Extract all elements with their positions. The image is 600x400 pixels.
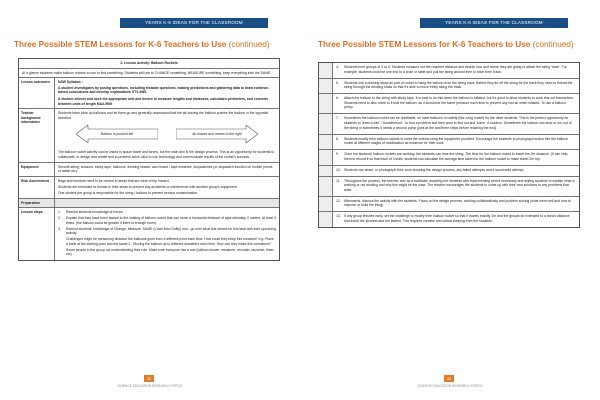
list-item: Some people in the group not understanding their role. Make sure everyone has a role (balloon blower, measurer, recorder, launcher, timer, etc). — [66, 247, 275, 257]
page-footer: SCIENCE EDUCATION RESEARCH TOPICS — [117, 384, 183, 388]
equipment-label: Equipment — [19, 163, 55, 176]
page-title — [14, 40, 270, 49]
prep-cell — [55, 199, 279, 208]
lesson-heading: 2. Lesson Activity: Balloon Rockets — [120, 61, 178, 65]
table-row: 7. Sometimes the balloon rocket can be unreliable, so have balloons on safety (like a big rocket) for the other students. This is the perfect opportunity for students to 'learn to fail' - 'troubleshoot' - to find a problem and then work to find out and 'solve'. A solution. Sometimes the balloon can slow or run out of the string or sometimes it needs a second pump (joint at the and three strips before reaching the end). — [319, 114, 579, 134]
risk-text-2: Students are reminded to remain in their areas to prevent any accidents or interference with another group's equipment. — [58, 184, 238, 189]
title-main: Three Possible STEM Lessons for K-6 Teachers to Use — [14, 40, 227, 49]
table-row: 9. Once the students' balloon rockets are working, the students can time the string. The time for the balloon rocket to travel the 2m distance. (It can help them to record it so that each of 3 trials, students can calculate the average time taken for the balloon rocket to make travel 2m trip. — [319, 150, 579, 166]
page-number: 32 — [144, 375, 154, 382]
table-row: 10. Students can share, or photograph their work showing the design process, any failed attempts and a successful attempt. — [319, 166, 579, 177]
table-row: 12. Afterwards, discuss the activity with the students. Focus on the design process, working collaboratively and problem solving (what went well and how to improve or build the thing). — [319, 197, 579, 213]
outcomes-cell — [55, 78, 279, 108]
equipment-text: Smooth string, scissors, sticky tape, balloons, drinking straws, card board / tape measure, stopwatches (or stopwatch function on mobile phone or tablet etc). — [58, 164, 273, 174]
section-header: YEARS K-6 IDEAS FOR THE CLASSROOM — [420, 18, 568, 28]
page-number: 33 — [444, 375, 454, 382]
arrow-right-label: Air leaves and moves to the right — [192, 132, 242, 137]
table-row: 11. Throughout the process, the teacher acts as a facilitator, assisting the students with implementing where necessary and asking students to explain what is working or not working and why this might be the case. The teacher encourages the students to come up with their own solutions to any problems that arise. — [319, 177, 579, 197]
risk-label: Risk Assessment — [19, 177, 55, 198]
title-main: Three Possible STEM Lessons for K-6 Teachers to Use — [318, 40, 531, 49]
list-item: 3. Remind students' knowledge of Change, Measure, SAME (Cows Moo Softly) and - go over what this means for this task with their upcoming activity. — [58, 226, 276, 236]
outcome-2: A student selects and uses the appropriate unit and device to measure lengths and distances, calculates perimeters, and converts between units of length MA3-9MG — [58, 96, 268, 106]
steps-table-continued — [318, 62, 580, 228]
table-row: 8. Students modify their balloon rockets to meet the criteria using the equipment provided. Encourage the students to photograph and/or film the balloon rocket at different stages of modification as evidence for their work. — [319, 135, 579, 151]
page-footer: SCIENCE EDUCATION RESEARCH TOPICS — [417, 384, 483, 388]
prep-label: Preparation — [19, 199, 55, 208]
page-title — [318, 40, 574, 49]
force-diagram — [58, 123, 276, 147]
lesson-table — [18, 58, 280, 261]
outcome-1: A student investigates by posing questions, including testable questions, making predictions and gathering data to draw evidence-based conclusions and develop explanations ST3-4WS — [58, 85, 270, 95]
steps-cell — [55, 208, 279, 260]
outcomes-label: Lesson outcomes — [19, 78, 55, 108]
background-text-2: The balloon rocket activity can be linked to space travel and forces, but the main aim is the design process. This is an opportunity for students to collaborate, to design and create and to problem solve, also to use technology and communicate results of the rocket's success. — [58, 150, 275, 159]
section-header: YEARS K-6 IDEAS FOR THE CLASSROOM — [120, 18, 268, 28]
risk-text-1: Bags and furniture need to be moved to areas that are clear of trip hazard. — [58, 178, 170, 183]
table-row: 4. Students form groups of 3 or 4. Students measure out the required distance and decide how and where they are going to attach the string 'track'. For example, students could tie one end to a chair or table and pull the string around then to have their 'track'. — [319, 63, 579, 79]
arrow-left — [76, 125, 158, 143]
risk-text-3: One student per group is responsible for the string / balloon to prevent serious contamination. — [58, 190, 199, 195]
list-item: 2. Explain that they have been tasked to the making of balloon rocket that can move a horizontal distance of approximately 2 meters. At least 3 times. (the balloon could be greater if there is enough room). — [58, 216, 276, 225]
list-item: 1. Remind students knowledge of forces. — [58, 210, 124, 215]
nsw-syllabus-label: NSW Syllabus : — [58, 80, 83, 85]
steps-label: Lesson steps — [19, 208, 55, 260]
background-cell — [55, 109, 279, 161]
background-label: Teacher background information — [19, 109, 55, 161]
table-row: 5. Students use a drinking straw as part of rocket to hang the balloon from the string track. Before they tie off the string for the track they need to thread the string through the drinking straw so that it's able to move freely along the track. — [319, 79, 579, 95]
table-row: 13. If any group finishes early, set the challenge to modify their balloon rocket so that it travels exactly 2m and the groups do extended to a bonus distance that travel the shortest and the fastest. This requires creative and critical thinking from the students. — [319, 212, 579, 227]
arrow-right — [176, 125, 258, 143]
lesson-intro: At a glance students make balloon rockets to use to find something. Students will use to CHANGE something, MEASURE something, keep everything else the SAME. — [22, 70, 272, 75]
list-item: Challenges might be measuring distance the balloons goes from a different point each time. How could they keep this constant? e.g. Place a bank at the starting point and the same 2 - Moving the balloon up to different diameters each time. How can they make this consistent? — [66, 237, 274, 246]
table-row: 6. Attach the balloon to the string with sticky tape. It is best to do this when the balloon is inflated, but it's good to allow students to work this out themselves. Students need to also come to it that the balloon, as it should be the same pressure each time to prevent any lost air when inflated. To use a balloon pump. — [319, 94, 579, 114]
risk-cell — [55, 177, 279, 198]
steps-list — [58, 210, 276, 257]
title-continued: (continued) — [532, 40, 574, 49]
background-text: Students learn blow up balloons and let them go and generally understand that the air leaving the balloon pushes the balloon in the opposite direction. — [58, 111, 269, 120]
arrow-left-label: Balloon is pushed left — [100, 132, 134, 137]
title-continued: (continued) — [228, 40, 270, 49]
right-page — [300, 0, 600, 400]
